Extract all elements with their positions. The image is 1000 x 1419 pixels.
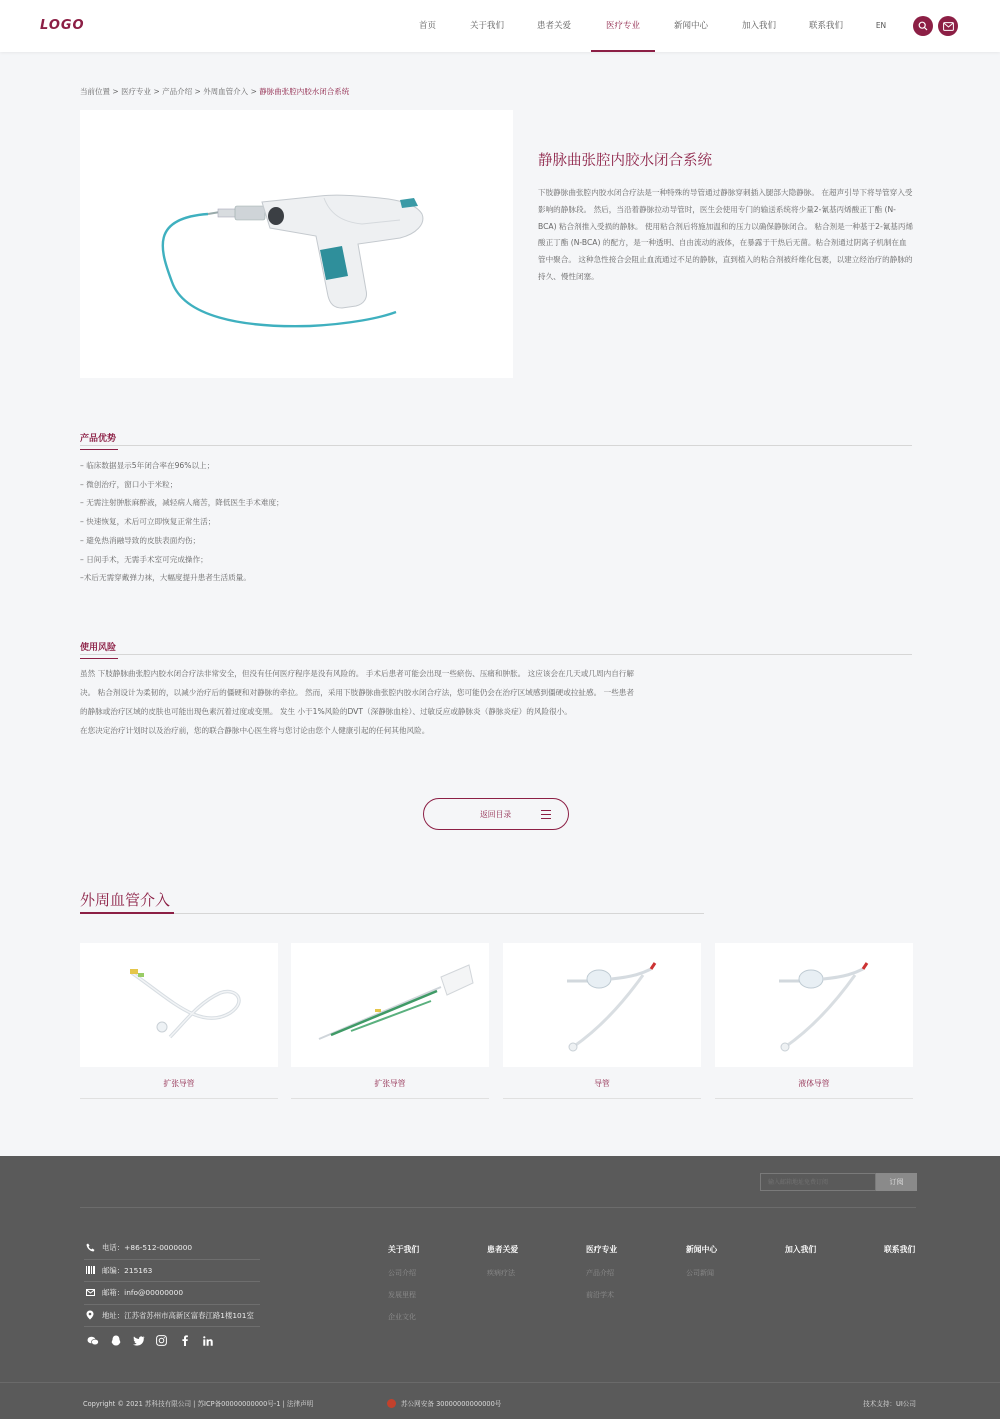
nav-join[interactable]: 加入我们 [741, 21, 776, 31]
contact-address: 地址：江苏省苏州市高新区富春江路1楼101室 [84, 1305, 260, 1328]
advantages-heading: 产品优势 [80, 431, 116, 444]
nav-language-en[interactable]: EN [875, 21, 887, 30]
footer-column-about [388, 1244, 419, 1334]
footer-column-join [785, 1244, 816, 1268]
wechat-icon[interactable] [86, 1334, 99, 1347]
breadcrumb-item[interactable]: 外周血管介入 [203, 87, 249, 96]
card-image [80, 943, 278, 1067]
footer-link[interactable]: 公司介绍 [388, 1269, 416, 1277]
card-caption: 扩张导管 [374, 1079, 406, 1088]
back-to-list-label: 返回目录 [480, 810, 512, 819]
divider [0, 1382, 1000, 1383]
card-image [503, 943, 701, 1067]
footer-link[interactable]: 前沿学术 [586, 1291, 614, 1299]
linkedin-icon[interactable] [201, 1334, 214, 1347]
risks-heading: 使用风险 [80, 640, 116, 653]
copyright: Copyright © 2021 苏科技有限公司 | 苏ICP备00000000000号-1 | 法律声明 [83, 1400, 314, 1408]
facebook-icon[interactable] [178, 1334, 191, 1347]
barcode-icon [84, 1266, 96, 1274]
subscribe-email-input[interactable] [760, 1173, 876, 1191]
list-item: – 快速恢复，术后可立即恢复正常生活； [80, 517, 216, 527]
location-icon [84, 1310, 96, 1320]
paragraph-line: 在您决定治疗计划时以及治疗前，您的联合静脉中心医生将与您讨论由您个人健康引起的任何其他风险。 [80, 726, 430, 735]
nav-patient-care[interactable]: 患者关爱 [536, 21, 571, 31]
nav-medical[interactable]: 医疗专业 [591, 0, 655, 52]
search-button[interactable] [913, 16, 933, 36]
list-item: – 日间手术，无需手术室可完成操作； [80, 554, 208, 564]
police-record: 苏公网安备 30000000000000号 [387, 1398, 501, 1408]
contact-info [84, 1237, 260, 1327]
subscribe-button[interactable]: 订阅 [876, 1173, 917, 1191]
list-item: – 无需注射肿胀麻醉液，减轻病人痛苦，降低医生手术难度； [80, 498, 284, 508]
product-description: 下肢静脉曲张腔内胶水闭合疗法是一种特殊的导管通过静脉穿刺插入腿部大隐静脉。 在超声引导下将导管穿入受影响的静脉段。 然后，当沿着静脉拉动导管时，医生会使用专门的输送系统将少量2-氰基丙烯酸正丁酯 (N-BCA) 粘合剂推入受损的静脉。 使用粘合剂后将施加温和的压力以确保静脉闭合。 粘合剂是一种基于2-氰基丙烯酸正丁酯 (N-BCA) 的配方，是一种透明、自由流动的液体，在暴露于干热后无菌。粘合剂通过阴离子机制在血管中聚合。 这种急性接合会阻止血流通过不足的静脉，直到植入的粘合剂被纤维化包裹，以建立经治疗的静脉的持久、慢性闭塞。 [538, 188, 914, 281]
glue-gun-illustration [80, 110, 513, 378]
breadcrumb-current: 静脉曲张腔内胶水闭合系统 [259, 87, 350, 96]
contact-phone: 电话：+86-512-0000000 [84, 1237, 260, 1260]
footer-column-news [686, 1244, 717, 1290]
list-item: – 微创治疗，窗口小于米粒； [80, 479, 178, 489]
related-card[interactable] [80, 943, 278, 1099]
nav-news[interactable]: 新闻中心 [673, 21, 708, 31]
logo[interactable]: LOGO [40, 18, 85, 33]
divider [80, 654, 912, 655]
menu-icon [541, 810, 551, 822]
product-image [80, 110, 513, 378]
footer-column-contact [884, 1244, 915, 1268]
footer-link[interactable]: 企业文化 [388, 1313, 416, 1321]
mail-icon [84, 1289, 96, 1296]
main-nav [400, 0, 901, 52]
nav-contact[interactable]: 联系我们 [808, 21, 843, 31]
related-card[interactable] [715, 943, 913, 1099]
nav-about[interactable]: 关于我们 [469, 21, 504, 31]
list-item: – 避免热消融导致的皮肤表面灼伤； [80, 535, 201, 545]
related-heading: 外周血管介入 [80, 891, 171, 909]
footer-link[interactable]: 疾病疗法 [487, 1269, 515, 1277]
contact-postcode: 邮编：215163 [84, 1260, 260, 1283]
footer-column-title[interactable]: 医疗专业 [586, 1245, 618, 1254]
back-to-list-button[interactable] [423, 798, 569, 830]
twitter-icon[interactable] [132, 1334, 145, 1347]
search-icon [918, 21, 928, 31]
phone-icon [84, 1243, 96, 1252]
paragraph-line: 决。 粘合剂设计为柔韧的，以减少治疗后的僵硬和对静脉的牵拉。 然而，采用下肢静脉曲张腔内胶水闭合疗法，您可能仍会在治疗区域感到僵硬或拉扯感。 一些患者 [80, 688, 634, 697]
list-item: – 临床数据显示5年闭合率在96%以上； [80, 461, 215, 470]
divider [80, 913, 704, 914]
card-image [291, 943, 489, 1067]
advantages-list [80, 457, 284, 588]
mail-icon [943, 22, 954, 31]
instagram-icon[interactable] [155, 1334, 168, 1347]
paragraph-line: 虽然 下肢静脉曲张腔内胶水闭合疗法非常安全，但没有任何医疗程序是没有风险的。 手术后患者可能会出现一些瘀伤、压痛和肿胀。 这应该会在几天或几周内自行解 [80, 669, 634, 678]
card-image [715, 943, 913, 1067]
footer-column-title[interactable]: 联系我们 [884, 1245, 916, 1254]
footer-column-patient-care [487, 1244, 518, 1290]
breadcrumb: 当前位置 > 医疗专业 > 产品介绍 > 外周血管介入 > 静脉曲张腔内胶水闭合系统 [80, 87, 350, 96]
card-caption: 液体导管 [798, 1079, 830, 1088]
footer-column-medical [586, 1244, 617, 1312]
site-header [0, 0, 1000, 52]
related-card[interactable] [291, 943, 489, 1099]
tech-support: 技术支持：UI公司 [863, 1400, 916, 1408]
contact-email: 邮箱：info@00000000 [84, 1282, 260, 1305]
card-caption: 扩张导管 [163, 1079, 195, 1088]
police-badge-icon [387, 1399, 396, 1408]
breadcrumb-item[interactable]: 医疗专业 [121, 87, 152, 96]
footer-column-title[interactable]: 加入我们 [785, 1245, 817, 1254]
footer-column-title[interactable]: 新闻中心 [686, 1245, 718, 1254]
footer-link[interactable]: 发展里程 [388, 1291, 416, 1299]
risks-text [80, 664, 700, 740]
breadcrumb-item[interactable]: 当前位置 [80, 87, 110, 96]
footer-link[interactable]: 产品介绍 [586, 1269, 614, 1277]
footer-column-title[interactable]: 关于我们 [388, 1245, 420, 1254]
mail-button[interactable] [938, 16, 958, 36]
list-item: –术后无需穿戴弹力袜，大幅度提升患者生活质量。 [80, 573, 251, 583]
related-card[interactable] [503, 943, 701, 1099]
qq-icon[interactable] [109, 1334, 122, 1347]
footer-column-title[interactable]: 患者关爱 [487, 1245, 519, 1254]
nav-home[interactable]: 首页 [418, 21, 436, 31]
social-links [86, 1334, 214, 1347]
footer-link[interactable]: 公司新闻 [686, 1269, 714, 1277]
divider [80, 445, 912, 446]
product-title: 静脉曲张腔内胶水闭合系统 [538, 153, 712, 169]
paragraph-line: 的静脉或治疗区域的皮肤也可能出现色素沉着过度或变黑。 发生 小于1%风险的DVT（深静脉血栓）、过敏反应或静脉炎（静脉炎症）的风险很小。 [80, 707, 572, 716]
divider [80, 1207, 916, 1208]
card-caption: 导管 [594, 1079, 610, 1088]
breadcrumb-item[interactable]: 产品介绍 [162, 87, 193, 96]
